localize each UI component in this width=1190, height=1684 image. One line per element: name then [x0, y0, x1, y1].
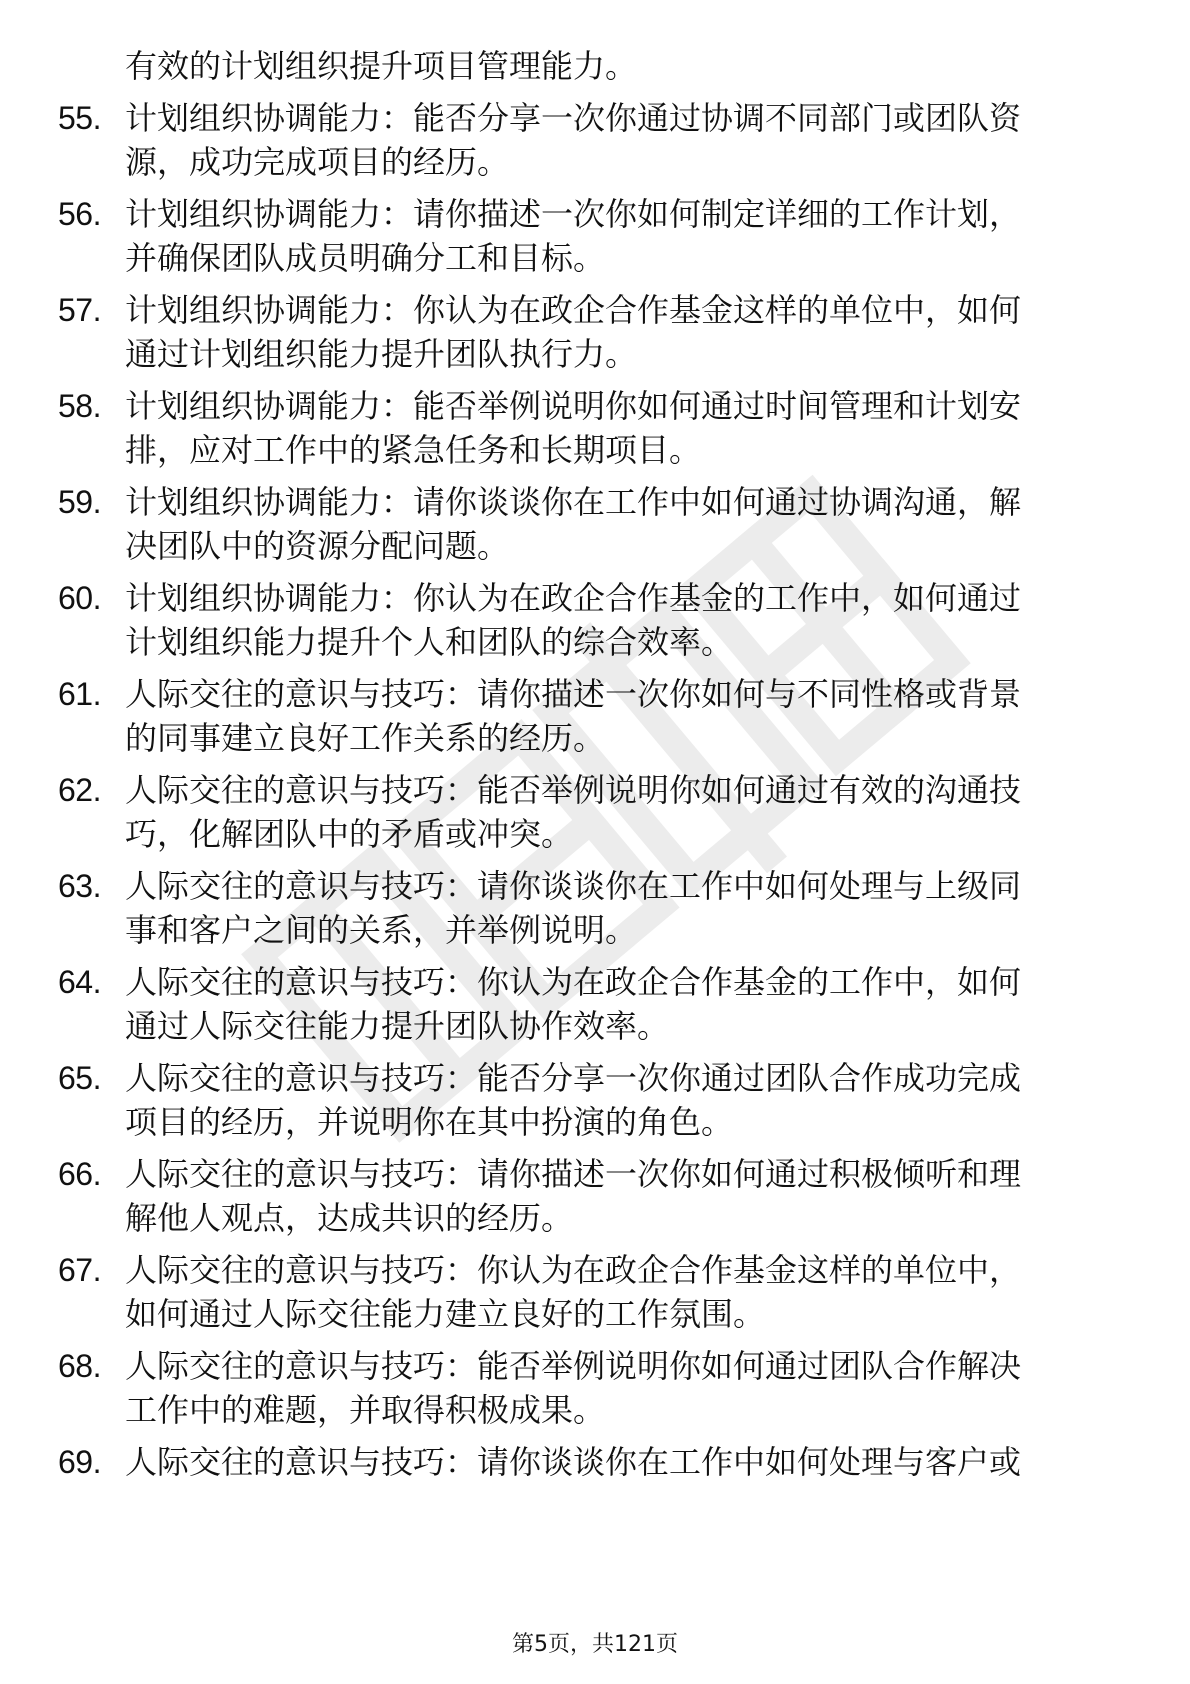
item-text-line: 排，应对工作中的紧急任务和长期项目。	[125, 431, 702, 469]
item-text-line: 的同事建立良好工作关系的经历。	[125, 719, 606, 757]
item-text-line: 计划组织协调能力：能否分享一次你通过协调不同部门或团队资	[125, 99, 1022, 137]
item-text-line: 计划组织协调能力：能否举例说明你如何通过时间管理和计划安	[125, 387, 1022, 425]
list-item	[58, 96, 1118, 184]
list-item	[58, 672, 1118, 760]
item-text-line: 项目的经历，并说明你在其中扮演的角色。	[125, 1103, 734, 1141]
item-text-line: 并确保团队成员明确分工和目标。	[125, 239, 606, 277]
list-item	[58, 864, 1118, 952]
item-text-line: 人际交往的意识与技巧：请你谈谈你在工作中如何处理与客户或	[125, 1443, 1022, 1481]
list-item	[58, 1440, 1118, 1484]
item-text	[125, 960, 1118, 1048]
item-text-line: 人际交往的意识与技巧：能否举例说明你如何通过团队合作解决	[125, 1347, 1022, 1385]
list-item	[58, 288, 1118, 376]
list-item	[58, 1344, 1118, 1432]
item-text-line: 人际交往的意识与技巧：请你描述一次你如何通过积极倾听和理	[125, 1155, 1022, 1193]
item-text	[125, 864, 1118, 952]
item-text-line: 人际交往的意识与技巧：你认为在政企合作基金的工作中，如何	[125, 963, 1022, 1001]
item-number: 68.	[58, 1348, 101, 1384]
item-number: 65.	[58, 1060, 101, 1096]
item-text-line: 人际交往的意识与技巧：请你描述一次你如何与不同性格或背景	[125, 675, 1022, 713]
item-number: 58.	[58, 388, 101, 424]
item-text-line: 人际交往的意识与技巧：你认为在政企合作基金这样的单位中，	[125, 1251, 1022, 1289]
item-text	[125, 96, 1118, 184]
item-text	[125, 1344, 1118, 1432]
item-text	[125, 1056, 1118, 1144]
item-text-line: 人际交往的意识与技巧：请你谈谈你在工作中如何处理与上级同	[125, 867, 1022, 905]
item-text-line: 计划组织协调能力：请你描述一次你如何制定详细的工作计划，	[125, 195, 1022, 233]
item-number: 61.	[58, 676, 101, 712]
item-text-line: 决团队中的资源分配问题。	[125, 527, 510, 565]
item-text	[125, 672, 1118, 760]
item-text-line: 源，成功完成项目的经历。	[125, 143, 510, 181]
item-text-line: 人际交往的意识与技巧：能否举例说明你如何通过有效的沟通技	[125, 771, 1022, 809]
item-number: 56.	[58, 196, 101, 232]
question-list	[58, 44, 1118, 1492]
page-footer: 第5页，共121页	[512, 1632, 678, 1657]
item-text-line: 计划组织协调能力：请你谈谈你在工作中如何通过协调沟通，解	[125, 483, 1022, 521]
item-number: 63.	[58, 868, 101, 904]
list-item	[58, 1056, 1118, 1144]
item-text	[125, 480, 1118, 568]
item-text-line: 通过人际交往能力提升团队协作效率。	[125, 1007, 670, 1045]
item-number: 64.	[58, 964, 101, 1000]
list-item	[58, 1248, 1118, 1336]
item-number: 60.	[58, 580, 101, 616]
item-text	[125, 192, 1118, 280]
item-text-line: 如何通过人际交往能力建立良好的工作氛围。	[125, 1295, 766, 1333]
item-text-line: 解他人观点，达成共识的经历。	[125, 1199, 574, 1237]
item-text	[125, 384, 1118, 472]
item-text-line: 人际交往的意识与技巧：能否分享一次你通过团队合作成功完成	[125, 1059, 1022, 1097]
item-number: 66.	[58, 1156, 101, 1192]
item-text	[125, 1152, 1118, 1240]
item-text-line: 工作中的难题，并取得积极成果。	[125, 1391, 606, 1429]
item-number: 62.	[58, 772, 101, 808]
item-text	[125, 768, 1118, 856]
item-number: 57.	[58, 292, 101, 328]
item-text	[125, 288, 1118, 376]
item-text-line: 计划组织协调能力：你认为在政企合作基金这样的单位中，如何	[125, 291, 1022, 329]
list-item	[58, 768, 1118, 856]
item-text	[125, 1440, 1118, 1484]
list-item	[58, 960, 1118, 1048]
item-number: 67.	[58, 1252, 101, 1288]
item-text-line: 巧，化解团队中的矛盾或冲突。	[125, 815, 574, 853]
item-text	[125, 1248, 1118, 1336]
item-text-line: 计划组织协调能力：你认为在政企合作基金的工作中，如何通过	[125, 579, 1022, 617]
item-text-line: 通过计划组织能力提升团队执行力。	[125, 335, 638, 373]
item-number: 55.	[58, 100, 101, 136]
list-item	[58, 1152, 1118, 1240]
item-text	[125, 576, 1118, 664]
item-text-line: 计划组织能力提升个人和团队的综合效率。	[125, 623, 734, 661]
continued-text: 有效的计划组织提升项目管理能力。	[125, 47, 638, 85]
list-item	[58, 480, 1118, 568]
item-number: 59.	[58, 484, 101, 520]
item-text-line: 事和客户之间的关系，并举例说明。	[125, 911, 638, 949]
list-item	[58, 192, 1118, 280]
list-item	[58, 576, 1118, 664]
list-item	[58, 384, 1118, 472]
item-number: 69.	[58, 1444, 101, 1480]
